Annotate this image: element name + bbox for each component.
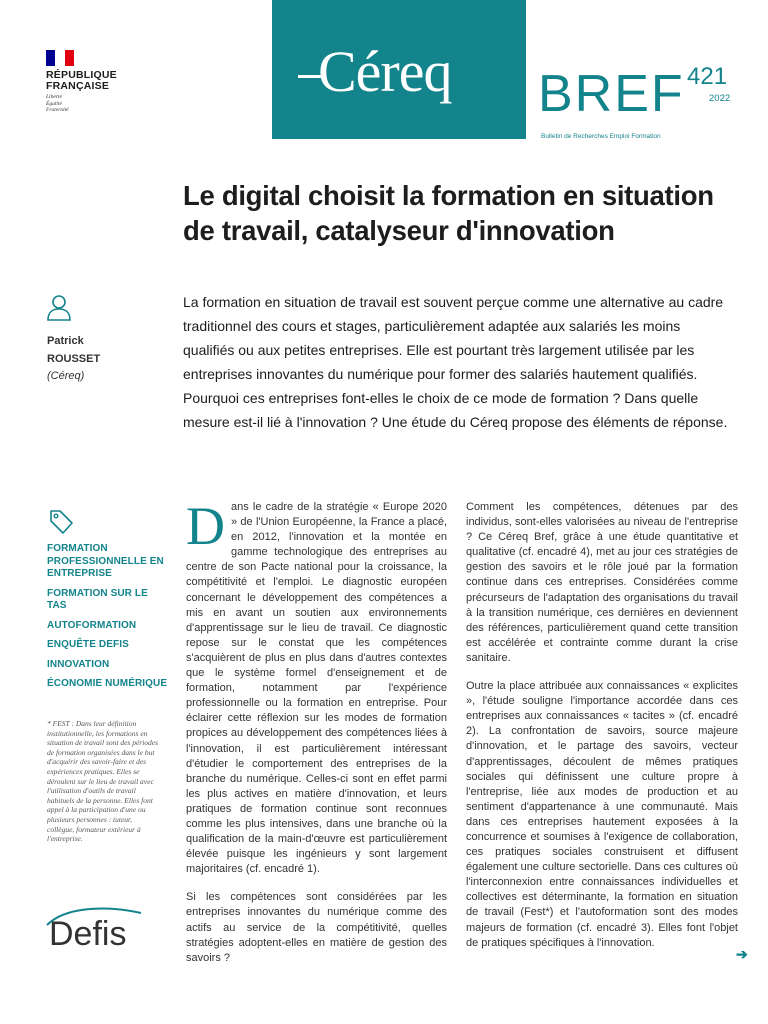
keyword-item[interactable]: ENQUÊTE DEFIS: [47, 639, 129, 650]
french-flag-icon: [46, 50, 74, 66]
republic-motto: Liberté Égalité Fraternité: [46, 94, 69, 113]
issue-year: 2022: [709, 93, 731, 104]
user-icon: [45, 293, 73, 321]
cereq-brand-block: [272, 0, 526, 139]
body-paragraph: Outre la place attribuée aux connaissances « explicites », l'étude souligne l'importance accordée dans ces entreprises aux connaissances « tacites » (cf. encadré 2). La confrontation de savoirs, source majeure d'innovation, et le partage des savoirs, vecteur d'apprentissages, découlent de mêmes pratiques sociales qui définissent une culture propre à l'entreprise, liée aux modes de production et au sentiment d'appartenance à une communauté. Mais dans ces entreprises hautement exposées à la concurrence et soumises à l'exigence de collaboration, ces pratiques sociales construisent et diffusent également une culture sectorielle. Dans ces cultures où l'interconnexion entre connaissances individuelles et collectives est déterminante, la formation en situation de travail (Fest*) et l'autoformation sont des modes majeurs de formation (cf. encadré 3). Elles font l'objet de pratiques spécifiques à l'innovation.: [466, 680, 738, 949]
body-column-2: [466, 500, 738, 964]
tag-icon: [47, 508, 75, 536]
body-paragraph: Si les compétences sont considérées par les entreprises innovantes du numérique comme des actifs au service de la compétitivité, quelles stratégies adoptent-elles en matière de gestion des savoirs ?: [186, 891, 447, 964]
keyword-item[interactable]: FORMATION SUR LE TAS: [47, 587, 148, 611]
keyword-item[interactable]: INNOVATION: [47, 658, 110, 670]
page-title: Le digital choisit la formation en situation de travail, catalyseur d'innovation: [183, 180, 714, 246]
brand-name: Céreq: [318, 39, 452, 104]
keyword-item[interactable]: AUTOFORMATION: [47, 619, 137, 631]
intro-paragraph: La formation en situation de travail est souvent perçue comme une alternative au cadre traditionnel des cours et stages, particulièrement adaptée aux salariés les moins qualifiés ou aux petites entreprises. Elle est pourtant très largement utilisée par les entreprises innovantes du numérique pour former des salariés hautement qualifiés. Pourquoi ces entreprises font-elles le choix de ce mode de formation ? Dans quelle mesure est-il lié à l'innovation ? Une étude du Céreq propose des éléments de réponse.: [183, 294, 728, 430]
republic-name: RÉPUBLIQUE FRANÇAISE: [46, 69, 117, 92]
author-affiliation: (Céreq): [47, 370, 85, 382]
next-page-arrow-icon[interactable]: ➔: [736, 946, 748, 962]
issue-number: 421: [687, 63, 728, 90]
keyword-item[interactable]: FORMATION PROFESSIONNELLE EN ENTREPRISE: [47, 543, 164, 579]
body-paragraph: Comment les compétences, détenues par des individus, sont-elles valorisées au niveau de l'entreprise ? Ce Céreq Bref, grâce à une étude quantitative et qualitative (cf. encadré 4), met au jour ces stratégies de gestion des savoirs et le rôle joué par la formation continue dans ces entreprises. Considérées comme précurseurs de l'adaptation des organisations du travail à la transition numérique, ces dernières en deviennent des références, particulièrement quand cette transition est accélérée et contrainte comme durant la crise sanitaire.: [466, 501, 738, 664]
republique-francaise-logo: [46, 50, 126, 114]
keyword-list: [47, 543, 169, 698]
series-name: BREF: [538, 65, 685, 123]
series-tagline: Bulletin de Recherches Emploi Formation: [541, 133, 661, 140]
author-first-name: Patrick: [47, 335, 84, 347]
author-last-name: ROUSSET: [47, 353, 101, 365]
body-column-1: [186, 496, 447, 979]
body-paragraph: Dans le cadre de la stratégie « Europe 2020 » de l'Union Européenne, la France a placé, en 2012, l'innovation et la montée en gamme technologique des entreprises au centre de son Pacte national pour la croissance, la compétitivité et l'emploi. Le diagnostic européen concernant le développement des compétences a mis en avant un soutien aux environnements d'apprentissage sur le lieu de travail. Ce diagnostic repose sur le constat que les compétences s'acquièrent de plus en plus dans d'autres contextes que le système formel d'enseignement et de formation, notamment par l'expérience professionnelle ou la formation en entreprise. Pour éclairer cette réflexion sur les modes de formation propices au développement des compétences liées à l'innovation, il est particulièrement intéressant d'étudier le comportement des entreprises de la branche du numérique. Celles-ci sont en effet parmi les plus actives en matière d'innovation, et leurs pratiques de formation continue sont reconnues comme les plus intensives, dans une branche où la qualification de la main-d'œuvre est particulièrement élevée puisque les ingénieurs y sont largement majoritaires (cf. encadré 1).: [186, 496, 447, 876]
drop-cap: D: [186, 496, 225, 556]
defis-logo-text: Defis: [49, 915, 127, 951]
defis-logo: [45, 903, 145, 951]
fest-footnote: * FEST : Dans leur définition institutionnelle, les formations en situation de travail sont des périodes de formation organisées dans le but d'acquérir des savoir-faire et des expériences pratiques. Elles se déroulent sur le lieu de travail avec l'utilisation d'outils de travail habituels de la personne. Elles font appel à la participation d'une ou plusieurs personnes : tuteur, collègue, formateur extérieur à l'entreprise.: [47, 719, 159, 844]
keyword-item[interactable]: ÉCONOMIE NUMÉRIQUE: [47, 678, 168, 689]
